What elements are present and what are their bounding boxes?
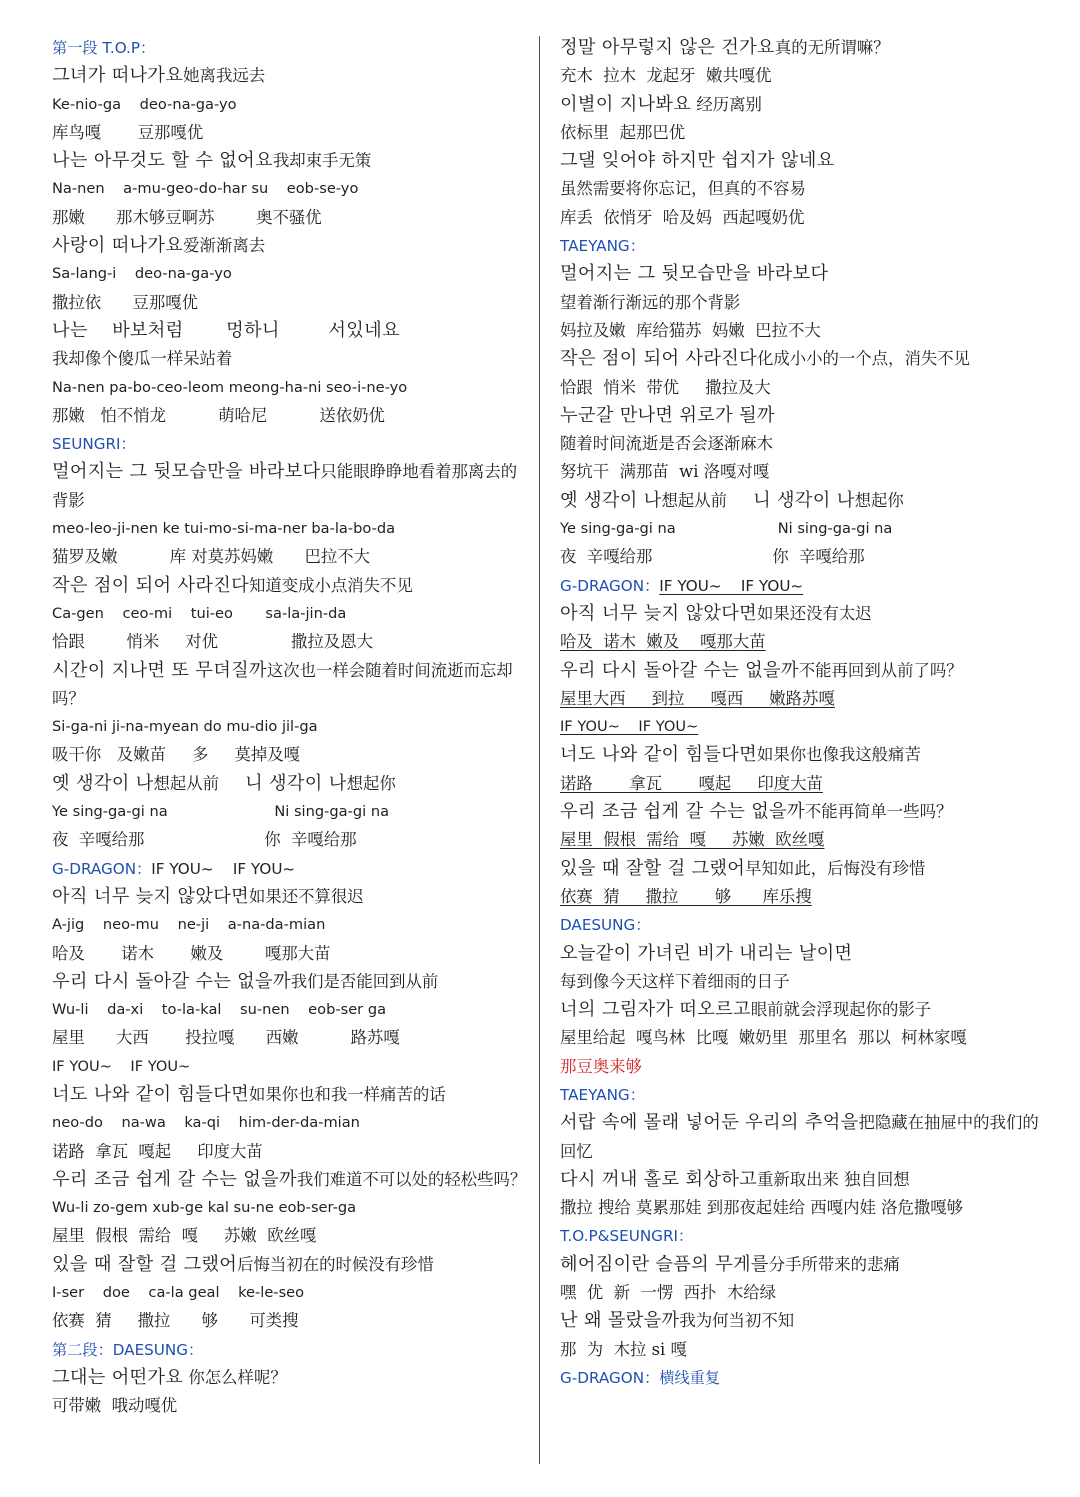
korean-lyric-line	[52, 1251, 530, 1279]
romanization-line: Si-ga-ni ji-na-myean do mu-dio jil-ga	[52, 718, 318, 736]
chinese-phonetic-line: 依标里 起那巴优	[560, 122, 686, 142]
chinese-translation: 早知如此，后悔没有珍惜	[745, 858, 926, 878]
chinese-translation: 想起从前	[661, 490, 728, 510]
romanization-line: neo-do na-wa ka-qi him-der-da-mian	[52, 1114, 360, 1132]
romanization-line: Wu-li zo-gem xub-ge kal su-ne eob-ser-ga	[52, 1199, 357, 1217]
section-header-label: 第一段 T.O.P：	[52, 39, 156, 57]
chinese-phonetic-line: 屋里给起 嘎鸟林 比嘎 嫩奶里 那里名 那以 柯林家嘎	[560, 1028, 967, 1048]
korean-text: 누군갈 만나면 위로가 될까	[560, 404, 775, 426]
romanization-line: Na-nen a-mu-geo-do-har su eob-se-yo	[52, 180, 359, 198]
korean-lyric-line	[52, 770, 530, 798]
korean-text: 우리 조금 쉽게 갈 수는 없을까	[52, 1168, 297, 1190]
korean-lyric-line	[560, 91, 1040, 119]
romanization-line: Ca-gen ceo-mi tui-eo sa-la-jin-da	[52, 604, 347, 622]
korean-text: 난 왜 몰랐을까	[560, 1310, 680, 1332]
korean-text: 우리 다시 돌아갈 수는 없을까	[560, 659, 799, 681]
chinese-phonetic-line: 妈拉及嫩 库给猫苏 妈嫩 巴拉不大	[560, 320, 821, 340]
chinese-phonetic-line: 虽然需要将你忘记，但真的不容易	[560, 179, 806, 199]
romanization-line: IF YOU~ IF YOU~	[560, 718, 699, 736]
romanization-line: Wu-li da-xi to-la-kal su-nen eob-ser ga	[52, 1001, 387, 1019]
column-divider	[539, 36, 540, 1464]
chinese-phonetic-line: 我却像个傻瓜一样呆站着	[52, 349, 233, 369]
chinese-translation: 如果你也和我一样痛苦的话	[248, 1084, 446, 1104]
korean-text: 작은 점이 되어 사라진다	[560, 348, 757, 370]
romanization-line: meo-leo-ji-nen ke tui-mo-si-ma-ner ba-la-bo-da	[52, 520, 396, 538]
section-header	[52, 855, 530, 883]
chinese-translation: 把隐藏在抽屉中的我们的回忆	[560, 1113, 1039, 1161]
section-header-note: 横线重复	[659, 1368, 721, 1387]
chinese-phonetic-line: 哈及 诺木 嫩及 嘎那大苗	[52, 943, 331, 963]
chinese-translation: 眼前就会浮现起你的影子	[750, 1000, 932, 1020]
section-header	[52, 430, 530, 458]
romanization-line: Ye sing-ga-gi na Ni sing-ga-gi na	[52, 803, 390, 821]
chinese-phonetic-line: 屋里大西 到拉 嘎西 嫩路苏嘎	[560, 688, 835, 708]
section-header-label: DAESUNG：	[560, 916, 651, 935]
korean-text: 있을 때 잘할 걸 그랬어	[560, 857, 746, 879]
section-header	[560, 1081, 1040, 1109]
section-header	[560, 572, 1040, 600]
section-header-note: IF YOU~ IF YOU~	[659, 576, 804, 595]
romanization-line: Sa-lang-i deo-na-ga-yo	[52, 265, 232, 283]
korean-text: 있을 때 잘할 걸 그랬어	[52, 1253, 238, 1275]
section-header-label: 第二段：DAESUNG：	[52, 1340, 204, 1359]
korean-text: 너의 그림자가 떠오르고	[560, 999, 751, 1021]
chinese-phonetic-line: 那 为 木拉 si 嘎	[560, 1339, 687, 1359]
korean-lyric-line	[560, 487, 1040, 515]
chinese-translation: 不能再简单一些吗？	[804, 802, 953, 822]
korean-lyric-line	[560, 741, 1040, 769]
section-header	[560, 1364, 1040, 1392]
chinese-phonetic-line: 充木 拉木 龙起牙 嫩共嘎优	[560, 66, 772, 86]
korean-text: 아직 너무 늦지 않았다면	[560, 602, 757, 624]
korean-lyric-line	[52, 317, 530, 345]
chinese-translation: 想起你	[346, 773, 396, 793]
korean-text: 니 생각이 나	[753, 489, 855, 511]
korean-text: 이별이 지나봐요	[560, 93, 692, 115]
romanization-line: Ye sing-ga-gi na Ni sing-ga-gi na	[560, 520, 893, 538]
chinese-translation: 我们难道不可以处的轻松些吗？	[296, 1169, 527, 1189]
korean-text: 멀어지는 그 뒷모습만을 바라보다	[52, 461, 321, 483]
korean-lyric-line	[560, 147, 1040, 175]
section-header-label: SEUNGRI：	[52, 435, 136, 454]
romanization-line: A-jig neo-mu ne-ji a-na-da-mian	[52, 916, 326, 934]
korean-lyric-line	[560, 855, 1040, 883]
chinese-translation: 想起从前	[153, 773, 220, 793]
section-header-label: TAEYANG：	[560, 1085, 645, 1104]
section-header-note: IF YOU~ IF YOU~	[151, 859, 296, 878]
korean-text: 나는 아무것도 할 수 없어요	[52, 150, 273, 172]
chinese-translation: 真的无所谓嘛？	[774, 38, 890, 57]
chinese-translation: 经历离别	[691, 94, 762, 114]
chinese-phonetic-line: 依赛 猜 撒拉 够 可类搜	[52, 1311, 299, 1331]
chinese-phonetic-line: 可带嫩 哦动嘎优	[52, 1396, 178, 1416]
right-column	[560, 34, 1040, 1392]
chinese-phonetic-line: 恰跟 悄米 带优 撒拉及大	[560, 377, 771, 397]
chinese-phonetic-line: 努坑干 满那苗 wi 洛嘎对嘎	[560, 462, 770, 482]
korean-text: 정말 아무렇지 않은 건가요	[560, 37, 775, 58]
korean-lyric-line	[560, 1307, 1040, 1335]
korean-lyric-line	[560, 402, 1040, 430]
romanization-line: IF YOU~ IF YOU~	[52, 1057, 191, 1075]
korean-text: 시간이 지나면 또 무뎌질까	[52, 659, 267, 681]
korean-lyric-line	[560, 996, 1040, 1024]
korean-lyric-line	[52, 458, 530, 515]
korean-lyric-line	[52, 572, 530, 600]
chinese-translation: 如果还不算很迟	[248, 886, 364, 906]
chinese-translation: 如果你也像我这般痛苦	[756, 745, 921, 765]
section-header	[52, 1336, 530, 1364]
chinese-phonetic-line: 那嫩 怕不悄龙 萌哈尼 送依奶优	[52, 405, 385, 425]
korean-lyric-line	[52, 62, 530, 90]
korean-text: 그대는 어떤가요	[52, 1366, 184, 1388]
section-header-label: G-DRAGON：	[52, 859, 152, 878]
korean-lyric-line	[52, 657, 530, 714]
korean-lyric-line	[560, 657, 1040, 685]
chinese-translation: 化成小小的一个点，消失不见	[756, 349, 971, 369]
korean-text: 서랍 속에 몰래 넣어둔 우리의 추억을	[560, 1112, 859, 1134]
korean-lyric-line	[52, 147, 530, 175]
korean-text: 오늘같이 가녀린 비가 내리는 날이면	[560, 942, 853, 964]
romanization-line: I-ser doe ca-la geal ke-le-seo	[52, 1284, 305, 1302]
korean-lyric-line	[560, 600, 1040, 628]
section-header	[52, 34, 530, 62]
korean-text: 다시 꺼내 홀로 회상하고	[560, 1168, 757, 1190]
chinese-phonetic-line: 夜 辛嘎给那 你 辛嘎给那	[52, 830, 357, 850]
korean-text: 니 생각이 나	[245, 772, 347, 794]
korean-lyric-line	[560, 260, 1040, 288]
chinese-phonetic-line: 望着渐行渐远的那个背影	[560, 292, 741, 312]
section-header	[560, 911, 1040, 939]
section-header	[560, 1222, 1040, 1250]
section-header-label: TAEYANG：	[560, 237, 645, 256]
section-header	[560, 232, 1040, 260]
chinese-phonetic-line: 撒拉依 豆那嘎优	[52, 292, 198, 312]
chinese-translation: 我却束手无策	[272, 151, 372, 171]
section-header-label: T.O.P&SEUNGRI：	[560, 1227, 694, 1246]
korean-text: 우리 다시 돌아갈 수는 없을까	[52, 970, 291, 992]
chinese-translation: 分手所带来的悲痛	[768, 1254, 900, 1274]
chinese-phonetic-line: 库丢 依悄牙 哈及妈 西起嘎奶优	[560, 207, 805, 227]
chinese-translation: 她离我远去	[183, 66, 266, 86]
korean-lyric-line	[560, 940, 1040, 968]
chinese-translation: 我为何当初不知	[679, 1311, 795, 1331]
korean-text: 옛 생각이 나	[52, 772, 154, 794]
chinese-translation: 后悔当初在的时候没有珍惜	[237, 1254, 434, 1274]
chinese-phonetic-line: 嘿 优 新 一愣 西扑 木给绿	[560, 1283, 777, 1303]
chinese-translation: 你怎么样呢？	[183, 1367, 287, 1387]
korean-lyric-line	[52, 1166, 530, 1194]
left-column	[52, 34, 530, 1421]
korean-text: 아직 너무 늦지 않았다면	[52, 885, 249, 907]
korean-lyric-line	[52, 968, 530, 996]
korean-text: 사랑이 떠나가요	[52, 235, 184, 257]
korean-text: 우리 조금 쉽게 갈 수는 없을까	[560, 801, 805, 823]
chinese-translation: 只能眼睁睁地看着那离去的背影	[52, 462, 518, 510]
korean-lyric-line	[560, 1251, 1040, 1279]
chinese-phonetic-line: 夜 辛嘎给那 你 辛嘎给那	[560, 547, 865, 567]
chinese-phonetic-line: 那豆奥来够	[560, 1056, 642, 1076]
korean-text: 옛 생각이 나	[560, 489, 662, 511]
section-header-label: G-DRAGON：	[560, 1368, 660, 1387]
korean-text: 너도 나와 같이 힘들다면	[52, 1083, 249, 1105]
korean-lyric-line	[52, 1364, 530, 1392]
korean-lyric-line	[560, 1109, 1040, 1166]
korean-text: 너도 나와 같이 힘들다면	[560, 744, 757, 766]
chinese-phonetic-line: 随着时间流逝是否会逐渐麻木	[560, 434, 774, 454]
korean-text: 헤어짐이란 슬픔의 무게를	[560, 1253, 769, 1275]
chinese-phonetic-line: 诺路 拿瓦 嘎起 印度大苗	[560, 773, 823, 793]
chinese-phonetic-line: 屋里 大西 投拉嘎 西嫩 路苏嘎	[52, 1028, 400, 1048]
korean-lyric-line	[52, 232, 530, 260]
chinese-phonetic-line: 诺路 拿瓦 嘎起 印度大苗	[52, 1141, 263, 1161]
korean-text: 작은 점이 되어 사라진다	[52, 574, 249, 596]
chinese-phonetic-line: 猫罗及嫩 库 对莫苏妈嫩 巴拉不大	[52, 547, 371, 567]
chinese-translation: 知道变成小点消失不见	[248, 575, 413, 595]
korean-lyric-line	[560, 345, 1040, 373]
korean-lyric-line	[560, 1166, 1040, 1194]
chinese-phonetic-line: 依赛 猜 撒拉 够 库乐搜	[560, 886, 812, 906]
korean-text: 멀어지는 그 뒷모습만을 바라보다	[560, 263, 829, 285]
chinese-translation: 爱渐渐离去	[183, 236, 266, 256]
korean-lyric-line	[560, 798, 1040, 826]
korean-text: 나는 바보처럼 멍하니 서있네요	[52, 319, 400, 341]
chinese-translation: 想起你	[854, 490, 904, 510]
chinese-translation: 重新取出来 独自回想	[756, 1169, 910, 1189]
chinese-phonetic-line: 每到像今天这样下着细雨的日子	[560, 971, 790, 991]
chinese-phonetic-line: 屋里 假根 需给 嘎 苏嫩 欧丝嘎	[560, 830, 825, 850]
korean-lyric-line	[52, 1081, 530, 1109]
chinese-phonetic-line: 吸干你 及嫩苗 多 莫掉及嘎	[52, 745, 301, 765]
korean-lyric-line	[560, 34, 1040, 62]
korean-text: 그녀가 떠나가요	[52, 65, 184, 87]
korean-text: 그댈 잊어야 하지만 쉽지가 않네요	[560, 150, 835, 172]
chinese-phonetic-line: 那嫩 那木够豆啊苏 奥不骚优	[52, 207, 322, 227]
chinese-translation: 我们是否能回到从前	[290, 971, 439, 991]
chinese-translation: 这次也一样会随着时间流逝而忘却吗？	[52, 660, 513, 708]
chinese-translation: 如果还没有太迟	[756, 603, 872, 623]
romanization-line: Na-nen pa-bo-ceo-leom meong-ha-ni seo-i-ne-yo	[52, 378, 408, 396]
korean-lyric-line	[52, 883, 530, 911]
chinese-phonetic-line: 撒拉 搜给 莫累那娃 到那夜起娃给 西嘎内娃 洛危撒嘎够	[560, 1198, 964, 1218]
section-header-label: G-DRAGON：	[560, 576, 660, 595]
chinese-phonetic-line: 库鸟嘎 豆那嘎优	[52, 122, 204, 142]
chinese-translation: 不能再回到从前了吗？	[798, 660, 963, 680]
chinese-phonetic-line: 哈及 诺木 嫩及 嘎那大苗	[560, 632, 766, 652]
chinese-phonetic-line: 屋里 假根 需给 嘎 苏嫩 欧丝嘎	[52, 1226, 317, 1246]
romanization-line: Ke-nio-ga deo-na-ga-yo	[52, 95, 237, 113]
chinese-phonetic-line: 恰跟 悄米 对优 撒拉及恩大	[52, 632, 373, 652]
